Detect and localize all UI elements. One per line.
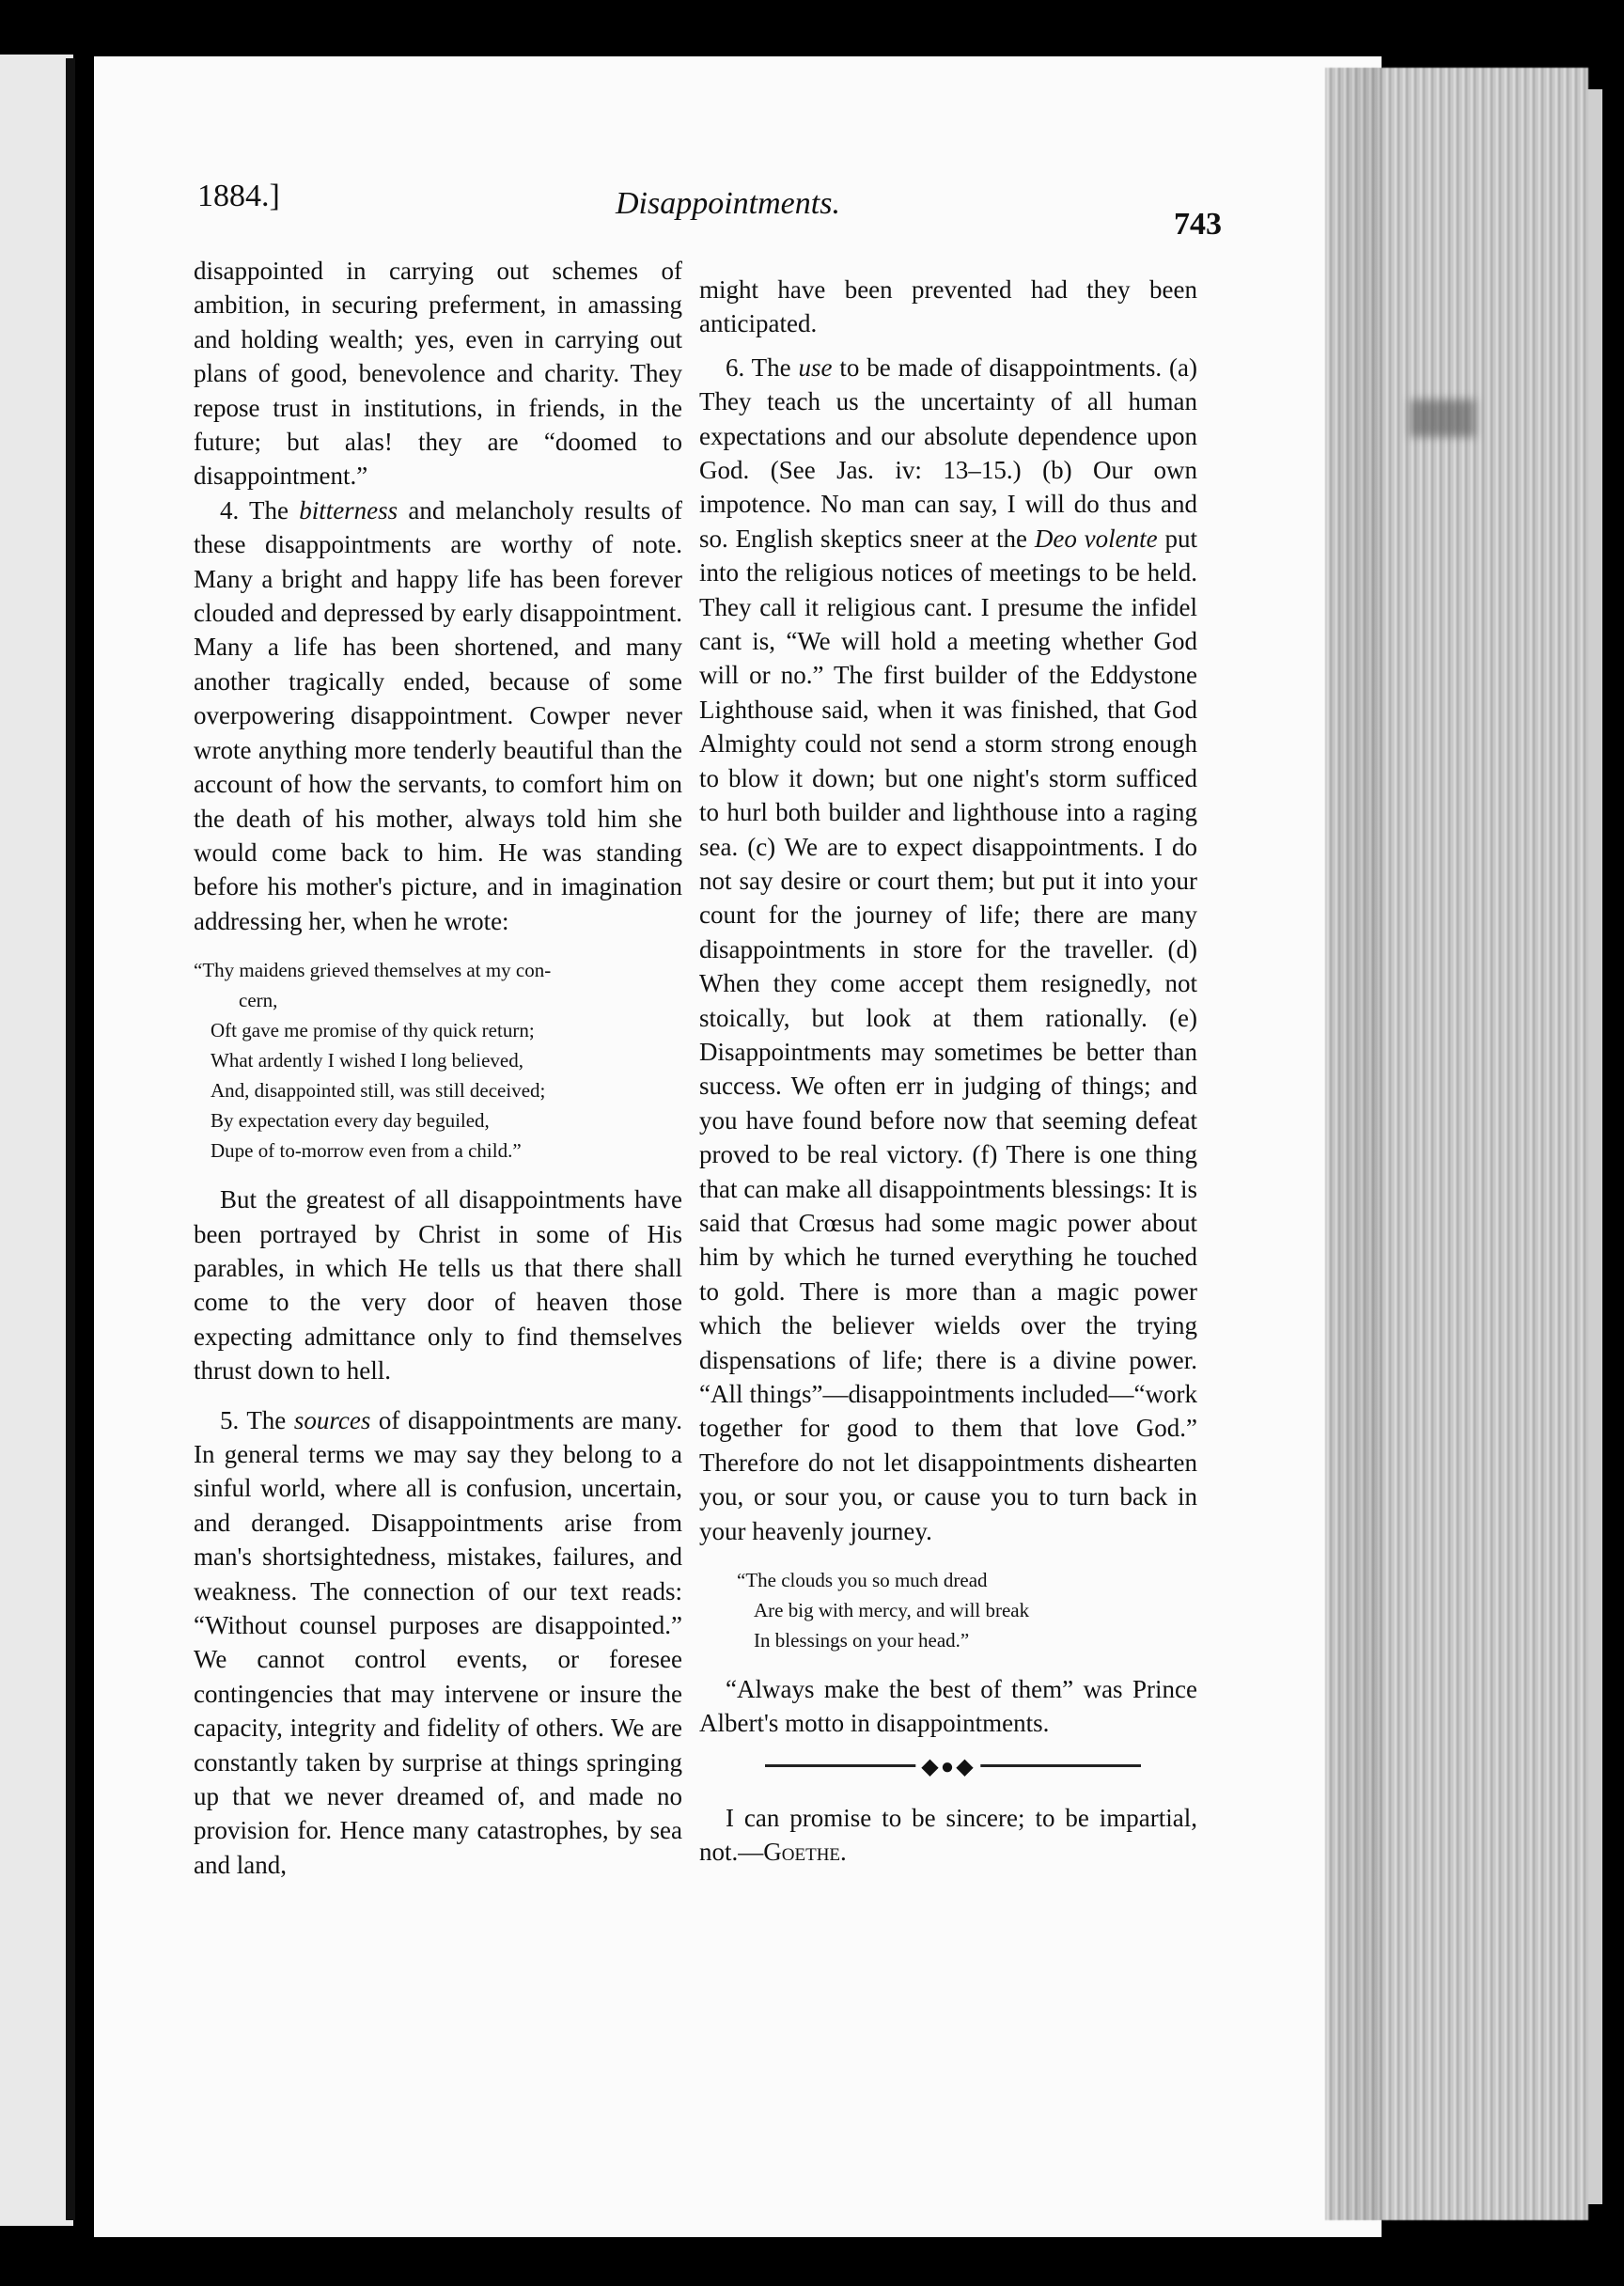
header-title: Disappointments. <box>616 186 840 221</box>
right-column <box>699 273 1197 1870</box>
left-column <box>194 254 682 1882</box>
binding-gutter <box>66 58 75 2220</box>
poem-quote <box>699 1565 1197 1655</box>
emphasis: use <box>798 352 833 382</box>
poem-quote <box>194 955 682 1166</box>
paragraph: “Always make the best of them” was Prince Albert's motto in disappointments. <box>699 1675 1197 1738</box>
poem-line: Oft gave me promise of thy quick return; <box>211 1019 535 1042</box>
paragraph: 4. The bitterness and melancholy results of these disappointments are worthy of note. Many a bright and happy life has been forever clouded and depressed by early disappointment. Many a life has been shortened, and many another tragically ended, because of some overpowering disappointment. Cowper never wrote anything more tenderly beautiful than the account of how the servants, to comfort him on the death of his mother, always told him she would come back to him. He was standing before his mother's picture, and in imagination addressing her, when he wrote: <box>194 495 682 935</box>
poem-line: What ardently I wished I long believed, <box>211 1049 523 1073</box>
paragraph: disappointed in carrying out schemes of ambition, in securing preferment, in amassing and holding wealth; yes, even in carrying out plans of good, benevolence and charity. They repose trust in institutions, in friends, in the future; but alas! they are “doomed to disappointment.” <box>194 257 682 491</box>
epigraph: I can promise to be sincere; to be impartial, not.—Goethe. <box>699 1803 1197 1867</box>
page-edge-shadow <box>1325 68 1382 2220</box>
quote-author: Goethe. <box>763 1838 847 1867</box>
poem-line: “Thy maidens grieved themselves at my con- <box>194 959 552 982</box>
emphasis: bitterness <box>299 495 398 525</box>
paragraph: might have been prevented had they been anticipated. <box>699 275 1197 338</box>
paragraph: But the greatest of all disappointments have been portrayed by Christ in some of His parables, in which He tells us that there shall come to the very door of heaven those expecting admittance only to find themselves thrust down to hell. <box>194 1185 682 1386</box>
poem-line: cern, <box>239 989 278 1012</box>
facing-page-edge <box>0 55 73 2226</box>
running-header <box>197 169 1222 242</box>
emphasis: sources <box>293 1405 371 1434</box>
poem-line: “The clouds you so much dread <box>737 1569 988 1592</box>
poem-line: In blessings on your head.” <box>754 1629 970 1652</box>
paragraph: 6. The use to be made of disappointments. (a) They teach us the uncertainty of all human expectations and our absolute dependence upon God. (See Jas. iv: 13–15.) (b) Our own impotence. No man can say, I will do thus and so. English skeptics sneer at the Deo volente put into the religious notices of meetings to be held. They call it religious cant. I presume the infidel cant is, “We will hold a meeting whether God will or no.” The first builder of the Eddystone Lighthouse said, when it was finished, that God Almighty could not send a storm strong enough to blow it down; but one night's storm sufficed to hurl both builder and lighthouse into a raging sea. (c) We are to expect disappointments. I do not say desire or court them; but put it into your count for the journey of life; there are many disappointments in store for the traveller. (d) When they come accept them resignedly, not stoically, but look at them rationally. (e) Disappointments may sometimes be better than success. We often err in judging of things; and you have found before now that seeming defeat proved to be real victory. (f) There is one thing that can make all disappointments blessings: It is said that Crœsus had some magic power about him by which he turned everything he touched to gold. There is more than a magic power which the believer wields over the trying dispensations of life; there is a divine power. “All things”—disappointments included—“work together for good to them that love God.” Therefore do not let disappointments dishearten you, or sour you, or cause you to turn back in your heavenly journey. <box>699 352 1198 1545</box>
paragraph: 5. The sources of disappointments are many. In general terms we may say they belong to a sinful world, where all is confusion, uncertain, and deranged. Disappointments arise from man's shortsightedness, mistakes, failures, and weakness. The connection of our text reads: “Without counsel purposes are disappointed.” We cannot control events, or foresee contingencies that may intervene or insure the capacity, integrity and fidelity of others. We are constantly taken by surprise at things springing up that we never dreamed of, and made no provision for. Hence many catastrophes, by sea and land, <box>194 1405 683 1879</box>
header-year: 1884.] <box>197 179 280 213</box>
poem-line: By expectation every day beguiled, <box>211 1109 490 1133</box>
section-divider <box>699 1746 1197 1784</box>
poem-line: And, disappointed still, was still deceived; <box>211 1079 546 1103</box>
poem-line: Dupe of to-morrow even from a child.” <box>211 1139 522 1163</box>
page-number: 743 <box>1174 207 1222 242</box>
emphasis: Deo volente <box>1034 524 1158 553</box>
divider-ornament: ◆●◆ <box>915 1750 980 1784</box>
edge-smudge <box>1410 399 1476 437</box>
poem-line: Are big with mercy, and will break <box>754 1599 1030 1622</box>
